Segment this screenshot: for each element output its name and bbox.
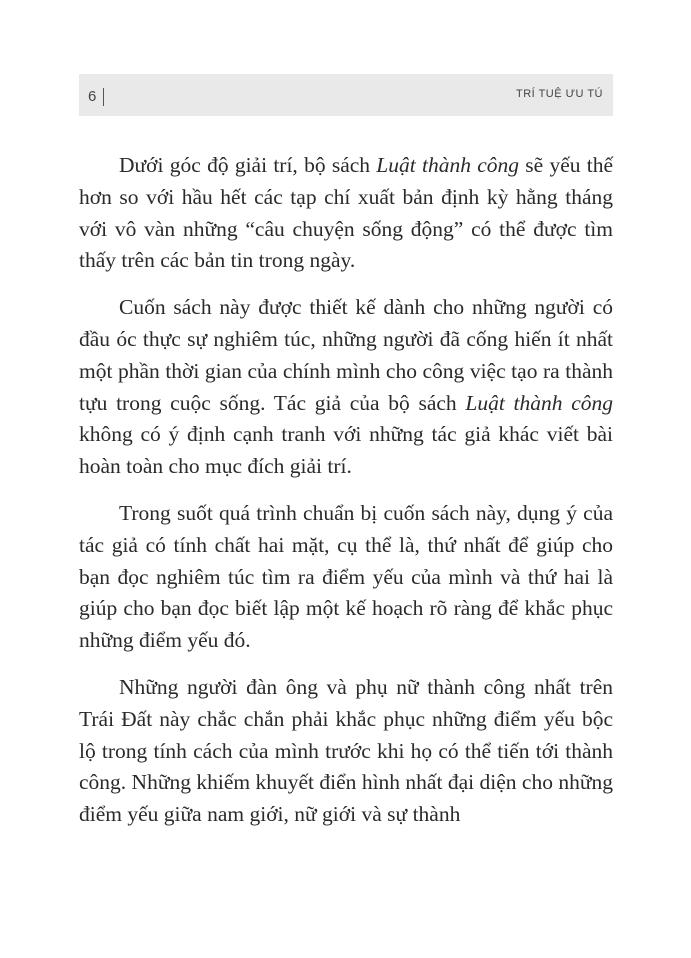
running-header <box>79 74 613 116</box>
page-number: 6 <box>88 88 97 105</box>
paragraph-2-text-a: Cuốn sách này được thiết kế dành cho những người có đầu óc thực sự nghiêm túc, những người đã cống hiến ít nhất một phần thời gian của chính mình cho công việc tạo ra thành tựu trong cuộc sống. Tác giả của bộ sách <box>79 295 613 415</box>
paragraph-1-text-c: sẽ yếu thế hơn so với hầu hết các tạp chí xuất bản định kỳ hằng tháng với vô vàn những “câu chuyện sống động” có thể được tìm thấy trên các bản tin trong ngày. <box>79 153 614 273</box>
running-title: TRÍ TUỆ ƯU TÚ <box>516 88 603 100</box>
book-title-italic: Luật thành công <box>465 390 613 415</box>
paragraph-3: Trong suốt quá trình chuẩn bị cuốn sách này, dụng ý của tác giả có tính chất hai mặt, cụ thể là, thứ nhất để giúp cho bạn đọc nghiêm túc tìm ra điểm yếu của mình và thứ hai là giúp cho bạn đọc biết lập một kế hoạch rõ ràng để khắc phục những điểm yếu đó. <box>79 500 613 653</box>
paragraph-1-text-a: Dưới góc độ giải trí, bộ sách <box>119 153 377 177</box>
paragraph-2 <box>79 292 613 483</box>
paragraph-2-text-c: không có ý định cạnh tranh với những tác giả khác viết bài hoàn toàn cho mục đích giải trí. <box>79 422 613 479</box>
paragraph-4: Những người đàn ông và phụ nữ thành công nhất trên Trái Đất này chắc chắn phải khắc phục những điểm yếu bộc lộ trong tính cách của mình trước khi họ có thể tiến tới thành công. Những khiếm khuyết điển hình nhất đại diện cho những điểm yếu giữa nam giới, nữ giới và sự thành <box>79 674 613 827</box>
page-body <box>79 150 613 831</box>
paragraph-1 <box>79 150 613 277</box>
book-title-italic: Luật thành công <box>376 153 520 177</box>
header-divider <box>103 88 104 106</box>
